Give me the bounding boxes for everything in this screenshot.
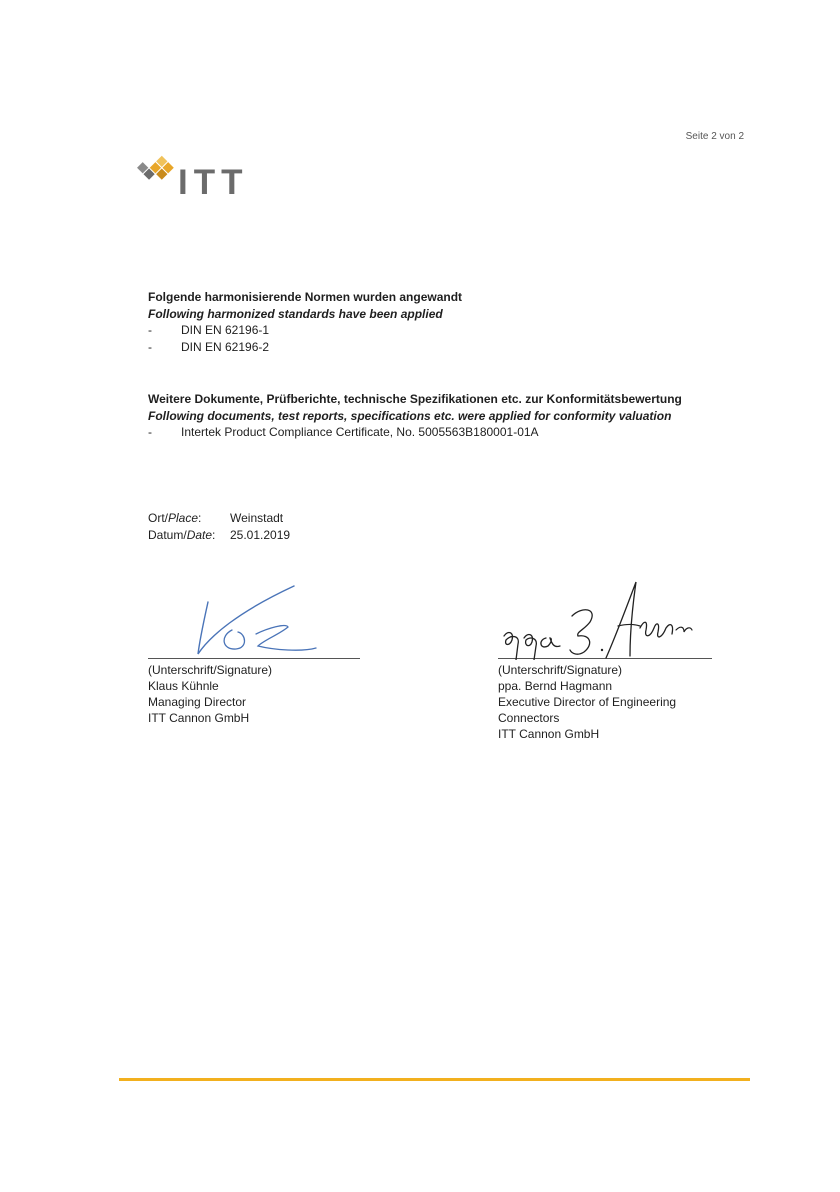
standards-heading-de: Folgende harmonisierende Normen wurden angewandt (148, 290, 463, 304)
signatory-company: ITT Cannon GmbH (148, 711, 250, 725)
documents-section (148, 391, 682, 441)
signature-block-left (148, 580, 378, 726)
signature-line (498, 580, 712, 659)
date-label-de: Datum/ (148, 527, 187, 542)
list-item (148, 339, 462, 356)
place-date-section (148, 510, 290, 543)
list-dash: - (148, 425, 152, 439)
place-label (148, 510, 230, 527)
logo-text: ITT (178, 163, 249, 202)
date-label (148, 527, 230, 544)
itt-logo (134, 152, 249, 202)
documents-heading-de: Weitere Dokumente, Prüfberichte, technische Spezifikationen etc. zur Konformitätsbewertung (148, 392, 682, 406)
signatory-company: ITT Cannon GmbH (498, 727, 600, 741)
date-row (148, 527, 290, 544)
documents-heading-en: Following documents, test reports, specifications etc. were applied for conformity valuation (148, 408, 672, 423)
list-item (148, 322, 462, 339)
standard-item-text: DIN EN 62196-2 (181, 339, 270, 354)
signatory-title-line-2: Connectors (498, 711, 560, 725)
list-item (148, 424, 682, 441)
signatory-title-line-1: Executive Director of Engineering (498, 695, 677, 709)
standard-item-text: DIN EN 62196-1 (181, 323, 270, 337)
date-value: 25.01.2019 (230, 527, 291, 542)
signature-block-right (498, 580, 738, 742)
standards-section (148, 289, 462, 355)
document-item-text: Intertek Product Compliance Certificate, No. 5005563B180001-01A (181, 425, 539, 439)
place-label-colon: : (198, 511, 202, 525)
place-label-en: Place (168, 511, 199, 525)
place-value: Weinstadt (230, 511, 284, 525)
signature-line (148, 580, 360, 659)
signature-caption: (Unterschrift/Signature) (148, 663, 273, 677)
signature-caption: (Unterschrift/Signature) (498, 663, 623, 677)
itt-diamond-logo-icon (134, 152, 174, 192)
place-row (148, 510, 290, 527)
place-label-de: Ort/ (148, 511, 168, 525)
footer-rule (119, 1078, 750, 1081)
page-number: Seite 2 von 2 (685, 131, 744, 142)
list-dash: - (148, 339, 152, 354)
handwritten-signature-left (148, 580, 360, 660)
date-label-colon: : (212, 527, 216, 542)
list-dash: - (148, 323, 152, 337)
signatory-title: Managing Director (148, 695, 247, 709)
signatory-name: Klaus Kühnle (148, 679, 219, 693)
date-label-en: Date (186, 527, 213, 542)
standards-heading-en: Following harmonized standards have been applied (148, 306, 443, 321)
signatory-name: ppa. Bernd Hagmann (498, 679, 613, 693)
handwritten-signature-right (498, 580, 712, 660)
